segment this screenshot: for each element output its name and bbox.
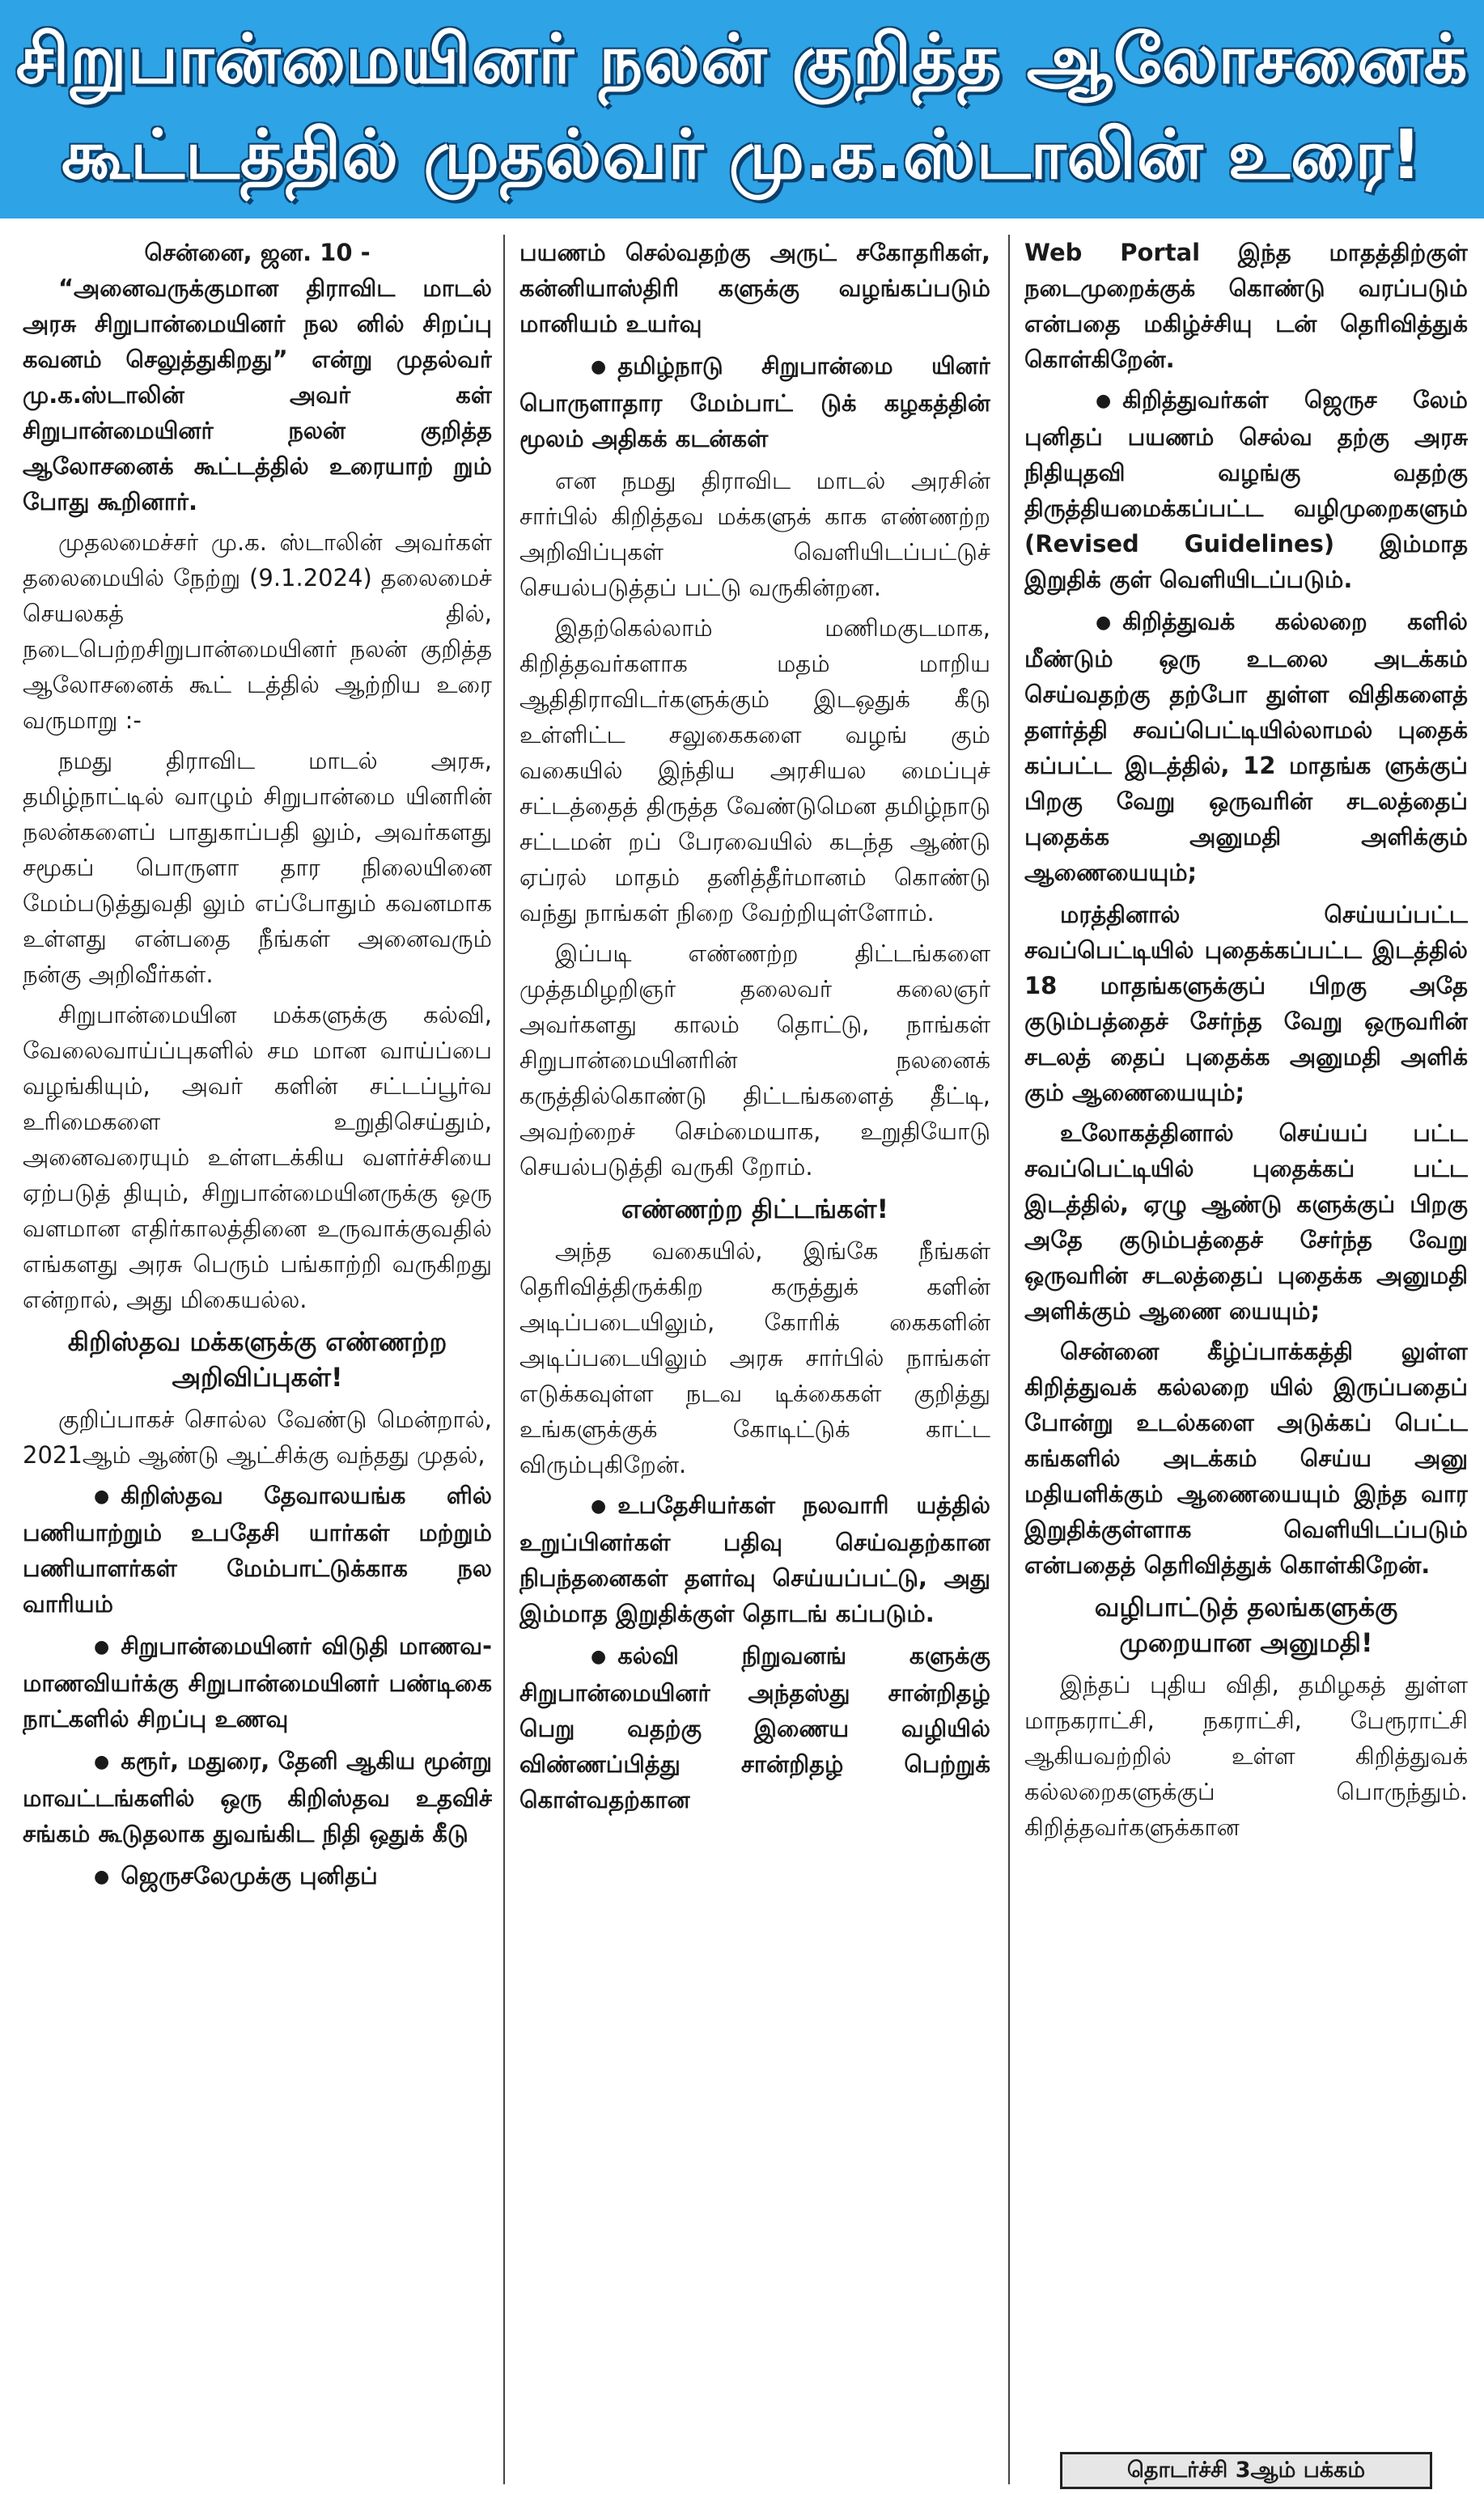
bullet-text: கிறித்துவக் கல்லறை களில் மீண்டும் ஒரு உடலை அடக்கம் செய்வதற்கு தற்போ துள்ள விதிகளைத் தளர்த்தி சவப்பெட்டியில்லாமல் புதைக் கப்பட்ட இடத்தில், 12 மாதங்க ளுக்குப் பிறகு வேறு ஒருவரின் சடலத்தைப் புதைக்க அனுமதி அளிக்கும் ஆணையையும்; bbox=[1024, 608, 1468, 886]
bullet-continuation: பயணம் செல்வதற்கு அருட் சகோதரிகள், கன்னியாஸ்திரி களுக்கு வழங்கப்படும் மானியம் உயர்வு bbox=[519, 239, 990, 337]
bullet-item bbox=[23, 1858, 492, 1895]
paragraph: உலோகத்தினால் செய்யப் பட்ட சவப்பெட்டியில் புதைக்கப் பட்ட இடத்தில், ஏழு ஆண்டு களுக்குப் பிறகு அதே குடும்பத்தைச் சேர்ந்த வேறு ஒருவரின் சடலத்தைப் புதைக்க அனுமதி அளிக்கும் ஆணை யையும்; bbox=[1024, 1119, 1468, 1325]
bullet-item bbox=[1024, 604, 1468, 890]
bullet-item bbox=[519, 348, 990, 456]
bullet-text: கிறித்துவர்கள் ஜெருச லேம் புனிதப் பயணம் செல்வ தற்கு அரசு நிதியுதவி வழங்கு வதற்கு திருத்தியமைக்கப்பட்ட வழிமுறைகளும் (Revised Guidelines) இம்மாத இறுதிக் குள் வெளியிடப்படும். bbox=[1024, 386, 1468, 593]
bullet-text: உபதேசியர்கள் நலவாரி யத்தில் உறுப்பினர்கள் பதிவு செய்வதற்கான நிபந்தனைகள் தளர்வு செய்யப்பட்டு, அது இம்மாத இறுதிக்குள் தொடங் கப்படும். bbox=[519, 1491, 990, 1627]
article-column-3 bbox=[1024, 235, 1468, 2494]
column-divider bbox=[503, 235, 505, 2484]
bullet-item bbox=[23, 1743, 492, 1851]
subheading: எண்ணற்ற திட்டங்கள்! bbox=[621, 1194, 889, 1224]
dateline: சென்னை, ஜன. 10 - bbox=[144, 239, 371, 266]
headline-banner bbox=[0, 0, 1484, 218]
bullet-text: கல்வி நிறுவனங் களுக்கு சிறுபான்மையினர் அந்தஸ்து சான்றிதழ் பெறு வதற்கு இணைய வழியில் விண்ணப்பித்து சான்றிதழ் பெற்றுக் கொள்வதற்கான bbox=[519, 1642, 990, 1813]
bullet-text: சிறுபான்மையினர் விடுதி மாணவ-மாணவியர்க்கு சிறுபான்மையினர் பண்டிகை நாட்களில் சிறப்பு உணவு bbox=[23, 1632, 492, 1733]
bullet-icon: ● bbox=[591, 1647, 607, 1667]
bullet-icon: ● bbox=[1096, 391, 1112, 411]
paragraph: இந்தப் புதிய விதி, தமிழகத் துள்ள மாநகராட்சி, நகராட்சி, பேரூராட்சி ஆகியவற்றில் உள்ள கிறித்துவக் கல்லறைகளுக்குப் பொருந்தும். கிறித்தவர்களுக்கான bbox=[1024, 1671, 1468, 1841]
bullet-icon: ● bbox=[94, 1487, 110, 1507]
paragraph: அந்த வகையில், இங்கே நீங்கள் தெரிவித்திருக்கிற கருத்துக் களின் அடிப்படையிலும், கோரிக் கைகளின் அடிப்படையிலும் அரசு சார்பில் நாங்கள் எடுக்கவுள்ள நடவ டிக்கைகள் குறித்து உங்களுக்குக் கோடிட்டுக் காட்ட விரும்புகிறேன். bbox=[519, 1237, 990, 1478]
bullet-item bbox=[1024, 382, 1468, 597]
paragraph: நமது திராவிட மாடல் அரசு, தமிழ்நாட்டில் வாழும் சிறுபான்மை யினரின் நலன்களைப் பாதுகாப்பதி லும், அவர்களது சமூகப் பொருளா தார நிலையினை மேம்படுத்துவதி லும் எப்போதும் கவனமாக உள்ளது என்பதை நீங்கள் அனைவரும் நன்கு அறிவீர்கள். bbox=[23, 747, 492, 988]
headline-line-2: கூட்டத்தில் முதல்வர் மு.க.ஸ்டாலின் உரை! bbox=[61, 115, 1423, 194]
paragraph: Web Portal இந்த மாதத்திற்குள் நடைமுறைக்குக் கொண்டு வரப்படும் என்பதை மகிழ்ச்சியு டன் தெரிவித்துக் கொள்கிறேன். bbox=[1024, 239, 1468, 373]
bullet-item bbox=[23, 1478, 492, 1622]
continued-on-page-3-box: தொடர்ச்சி 3ஆம் பக்கம் bbox=[1060, 2452, 1432, 2489]
paragraph: என நமது திராவிட மாடல் அரசின் சார்பில் கிறித்தவ மக்களுக் காக எண்ணற்ற அறிவிப்புகள் வெளியிடப்பட்டுச் செயல்படுத்தப் பட்டு வருகின்றன. bbox=[519, 467, 990, 601]
paragraph: குறிப்பாகச் சொல்ல வேண்டு மென்றால், 2021ஆம் ஆண்டு ஆட்சிக்கு வந்தது முதல், bbox=[23, 1406, 492, 1469]
subheading: வழிபாட்டுத் தலங்களுக்கு முறையான அனுமதி! bbox=[1094, 1592, 1398, 1658]
bullet-icon: ● bbox=[94, 1752, 110, 1772]
subheading: கிறிஸ்தவ மக்களுக்கு எண்ணற்ற அறிவிப்புகள்! bbox=[67, 1326, 447, 1393]
bullet-item bbox=[23, 1628, 492, 1737]
headline-line-1: சிறுபான்மையினர் நலன் குறித்த ஆலோசனைக் bbox=[15, 19, 1469, 99]
bullet-item bbox=[519, 1487, 990, 1631]
column-divider bbox=[1008, 235, 1010, 2484]
paragraph: இப்படி எண்ணற்ற திட்டங்களை முத்தமிழறிஞர் தலைவர் கலைஞர் அவர்களது காலம் தொட்டு, நாங்கள் சிறுபான்மையினரின் நலனைக் கருத்தில்கொண்டு திட்டங்களைத் தீட்டி, அவற்றைச் செம்மையாக, உறுதியோடு செயல்படுத்தி வருகி றோம். bbox=[519, 939, 990, 1181]
article-column-1 bbox=[23, 235, 492, 2494]
paragraph: இதற்கெல்லாம் மணிமகுடமாக, கிறித்தவர்களாக மதம் மாறிய ஆதிதிராவிடர்களுக்கும் இடஒதுக் கீடு உள்ளிட்ட சலுகைகளை வழங் கும் வகையில் இந்திய அரசியல மைப்புச் சட்டத்தைத் திருத்த வேண்டுமென தமிழ்நாடு சட்டமன் றப் பேரவையில் கடந்த ஆண்டு ஏப்ரல் மாதம் தனித்தீர்மானம் கொண்டு வந்து நாங்கள் நிறை வேற்றியுள்ளோம். bbox=[519, 614, 990, 927]
bullet-icon: ● bbox=[591, 357, 607, 377]
article-column-2 bbox=[519, 235, 990, 2494]
paragraph: மரத்தினால் செய்யப்பட்ட சவப்பெட்டியில் புதைக்கப்பட்ட இடத்தில் 18 மாதங்களுக்குப் பிறகு அதே குடும்பத்தைச் சேர்ந்த வேறு ஒருவரின் சடலத் தைப் புதைக்க அனுமதி அளிக் கும் ஆணையையும்; bbox=[1024, 901, 1468, 1106]
paragraph: சென்னை கீழ்ப்பாக்கத்தி லுள்ள கிறித்துவக் கல்லறை யில் இருப்பதைப் போன்று உடல்களை அடுக்கப் பெட்ட கங்களில் அடக்கம் செய்ய அனு மதியளிக்கும் ஆணையையும் இந்த வார இறுதிக்குள்ளாக வெளியிடப்படும் என்பதைத் தெரிவித்துக் கொள்கிறேன். bbox=[1024, 1338, 1468, 1579]
lead-paragraph: “அனைவருக்குமான திராவிட மாடல் அரசு சிறுபான்மையினர் நல னில் சிறப்பு கவனம் செலுத்துகிறது” என்று முதல்வர் மு.க.ஸ்டாலின் அவர் கள் சிறுபான்மையினர் நலன் குறித்த ஆலோசனைக் கூட்டத்தில் உரையாற் றும் போது கூறினார். bbox=[23, 274, 492, 515]
bullet-icon: ● bbox=[94, 1867, 110, 1887]
bullet-text: கரூர், மதுரை, தேனி ஆகிய மூன்று மாவட்டங்களில் ஒரு கிறிஸ்தவ உதவிச் சங்கம் கூடுதலாக துவங்கிட நிதி ஒதுக் கீடு bbox=[23, 1747, 492, 1847]
bullet-text: ஜெருசலேமுக்கு புனிதப் bbox=[121, 1862, 378, 1890]
bullet-text: கிறிஸ்தவ தேவாலயங்க ளில் பணியாற்றும் உபதேசி யார்கள் மற்றும் பணியாளர்கள் மேம்பாட்டுக்காக நல வாரியம் bbox=[23, 1482, 492, 1618]
bullet-icon: ● bbox=[1096, 613, 1112, 633]
bullet-icon: ● bbox=[94, 1637, 110, 1657]
bullet-icon: ● bbox=[591, 1496, 607, 1516]
bullet-text: தமிழ்நாடு சிறுபான்மை யினர் பொருளாதார மேம்பாட் டுக் கழகத்தின் மூலம் அதிகக் கடன்கள் bbox=[519, 352, 990, 452]
paragraph: சிறுபான்மையின மக்களுக்கு கல்வி, வேலைவாய்ப்புகளில் சம மான வாய்ப்பை வழங்கியும், அவர் களின் சட்டப்பூர்வ உரிமைகளை உறுதிசெய்தும், அனைவரையும் உள்ளடக்கிய வளர்ச்சியை ஏற்படுத் தியும், சிறுபான்மையினருக்கு ஒரு வளமான எதிர்காலத்தினை உருவாக்குவதில் எங்களது அரசு பெரும் பங்காற்றி வருகிறது என்றால், அது மிகையல்ல. bbox=[23, 1001, 492, 1313]
paragraph: முதலமைச்சர் மு.க. ஸ்டாலின் அவர்கள் தலைமையில் நேற்று (9.1.2024) தலைமைச் செயலகத் தில், நடைபெற்றசிறுபான்மையினர் நலன் குறித்த ஆலோசனைக் கூட் டத்தில் ஆற்றிய உரை வருமாறு :- bbox=[23, 528, 492, 734]
bullet-item bbox=[519, 1638, 990, 1817]
